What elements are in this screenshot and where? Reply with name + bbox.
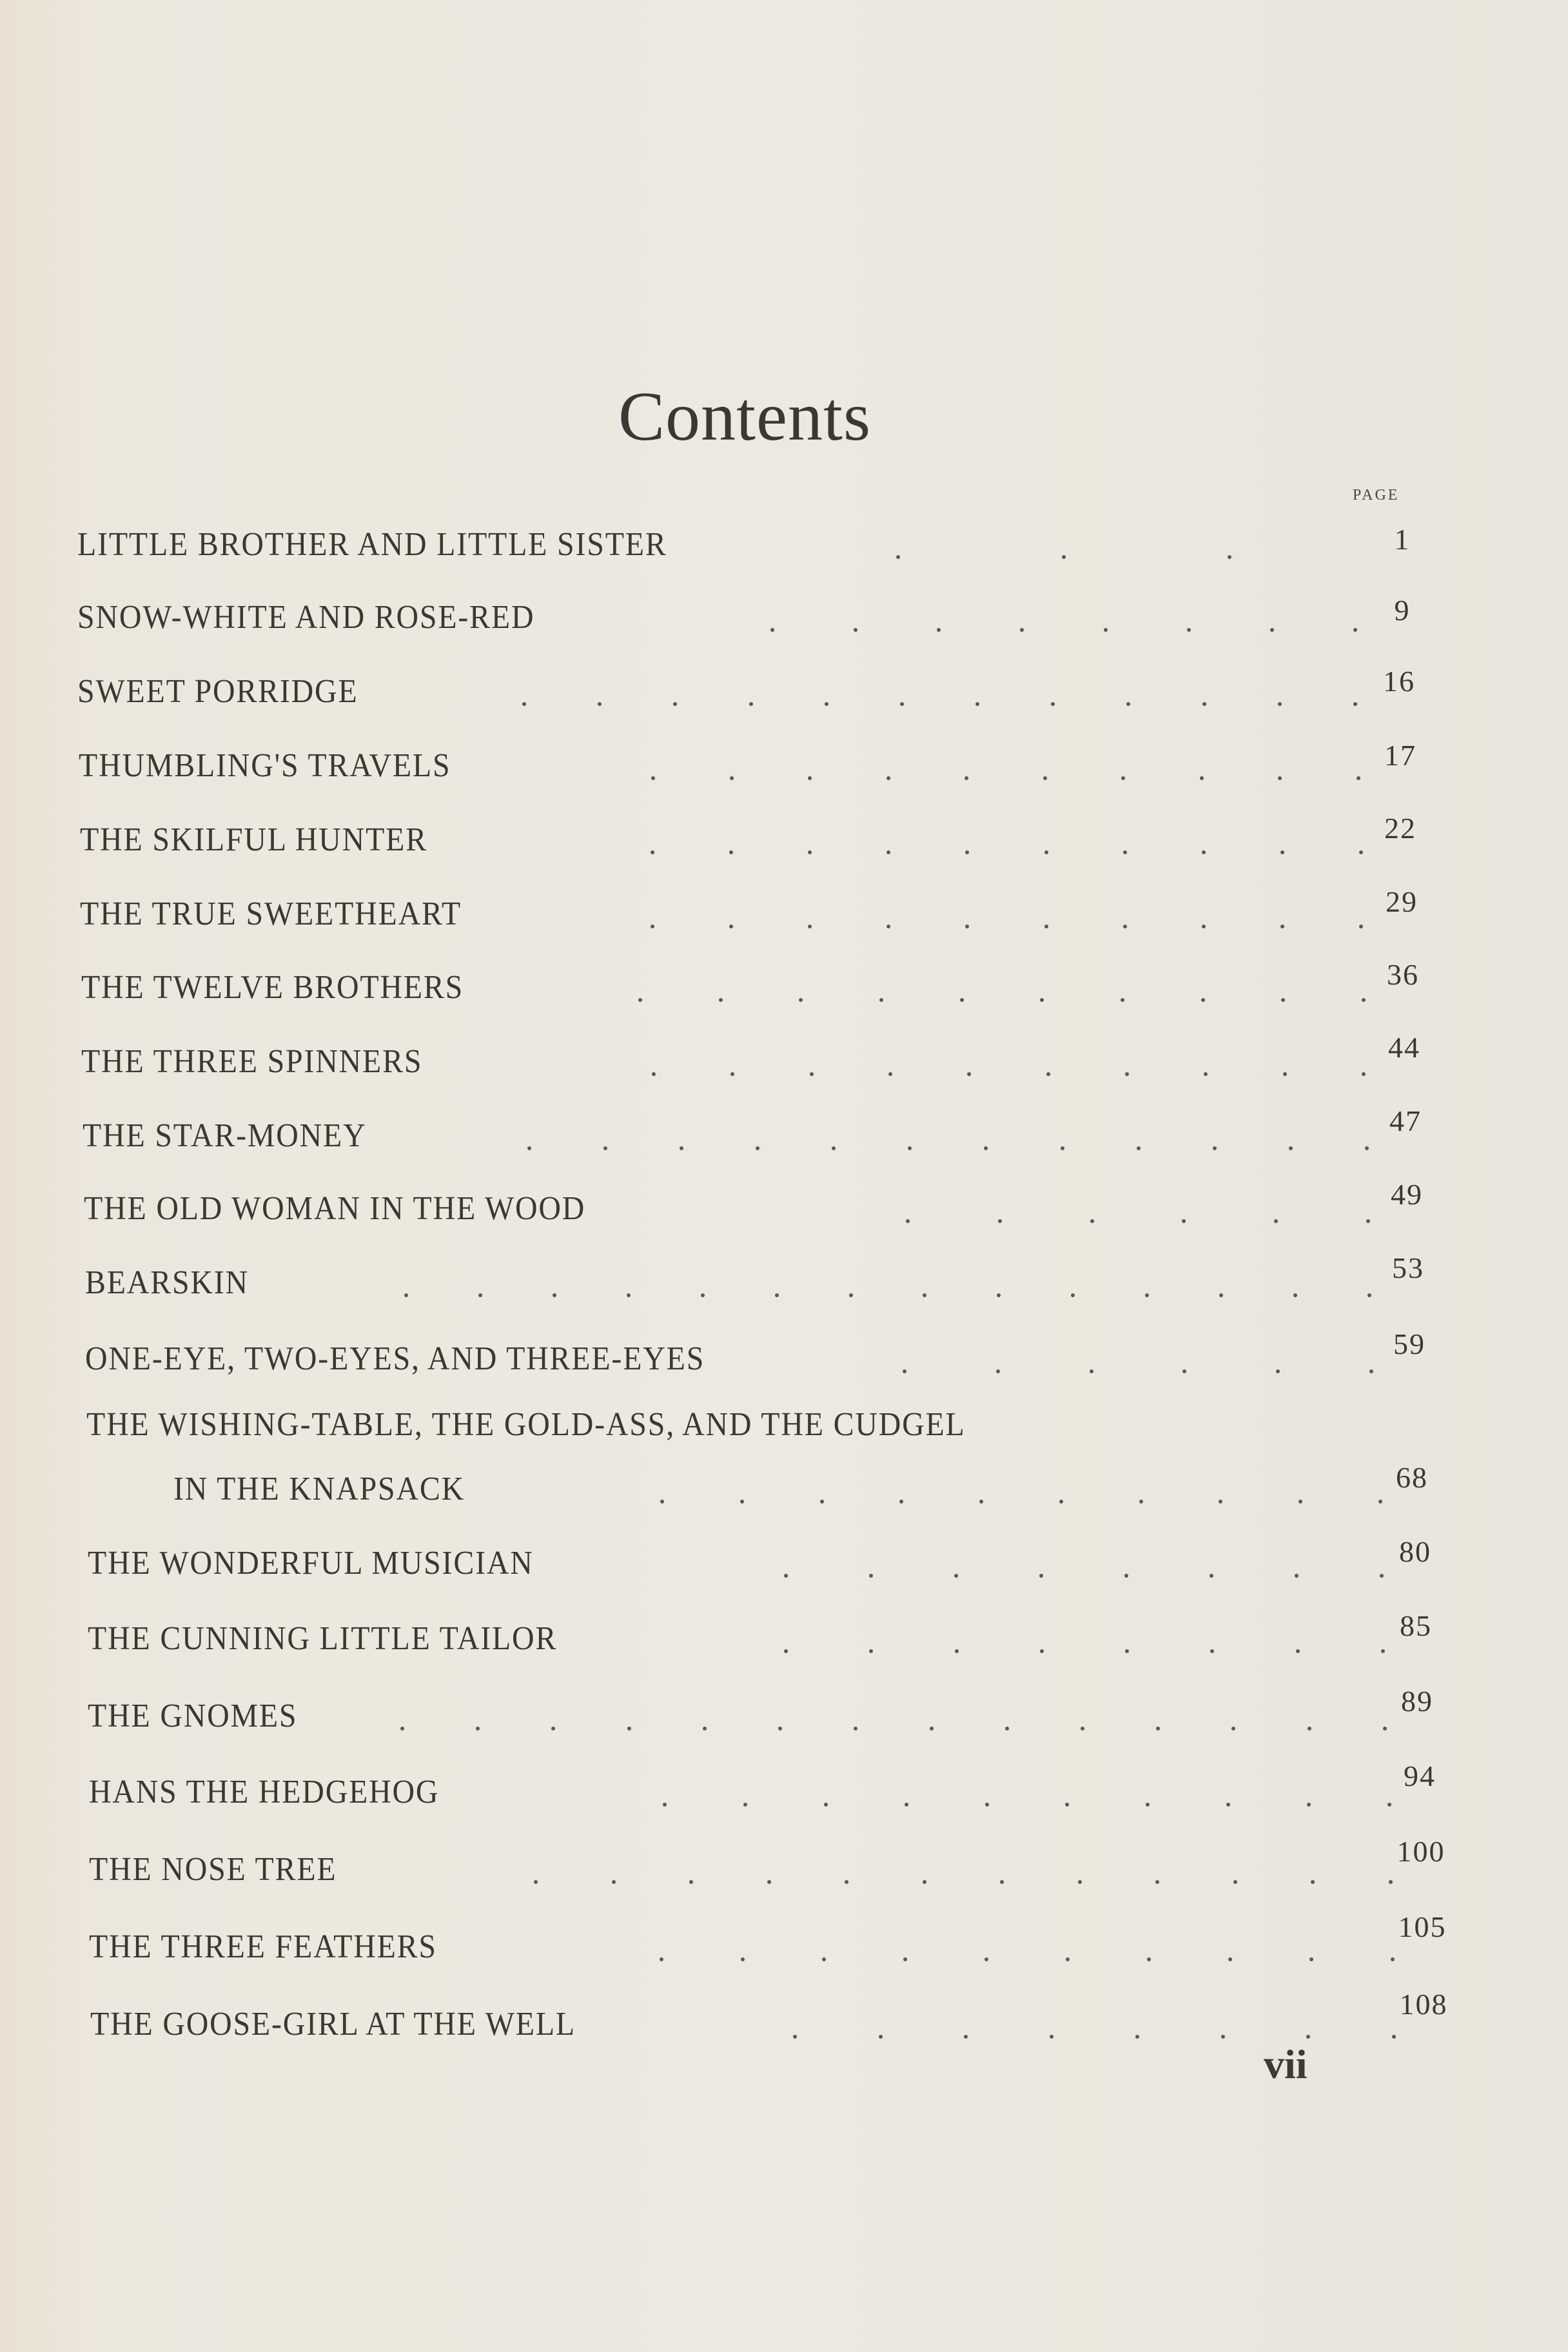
entry-title: THE WISHING-TABLE, THE GOLD-ASS, AND THE CUDGEL (86, 1406, 966, 1443)
entry-title: THE TWELVE BROTHERS (81, 969, 464, 1006)
dot-leaders (400, 1697, 1387, 1736)
entry-page-number: 44 (1388, 1031, 1420, 1064)
entry-title: SWEET PORRIDGE (77, 673, 358, 710)
entry-page-number: 89 (1401, 1685, 1433, 1718)
dot-leaders (896, 525, 1231, 564)
dot-leaders (793, 2005, 1396, 2044)
dot-leaders (906, 1190, 1370, 1228)
entry-page-number: 22 (1384, 812, 1416, 845)
dot-leaders (784, 1620, 1385, 1658)
entry-page-number: 80 (1399, 1535, 1431, 1568)
entry-page-number: 9 (1394, 594, 1411, 627)
entry-title-continuation: IN THE KNAPSACK (173, 1471, 465, 1507)
entry-title: THE CUNNING LITTLE TAILOR (88, 1620, 558, 1657)
entry-title: THE SKILFUL HUNTER (80, 821, 427, 858)
entry-title: BEARSKIN (85, 1264, 249, 1301)
dot-leaders (903, 1340, 1373, 1378)
entry-title: SNOW-WHITE AND ROSE-RED (77, 599, 535, 636)
dot-leaders (527, 1117, 1369, 1155)
entry-page-number: 108 (1399, 1988, 1448, 2021)
entry-page-number: 29 (1386, 885, 1418, 918)
entry-page-number: 16 (1383, 665, 1415, 698)
dot-leaders (522, 672, 1357, 711)
dot-leaders (784, 1544, 1384, 1583)
folio-page-number: vii (1264, 2041, 1308, 2087)
dot-leaders (663, 1773, 1391, 1812)
entry-title: THE THREE SPINNERS (81, 1043, 423, 1080)
entry-page-number: 49 (1391, 1178, 1423, 1211)
entry-page-number: 59 (1393, 1328, 1426, 1360)
dot-leaders (404, 1264, 1371, 1302)
entry-title: THE GNOMES (88, 1698, 298, 1734)
entry-page-number: 53 (1392, 1251, 1424, 1284)
dot-leaders (660, 1470, 1382, 1509)
entry-page-number: 47 (1389, 1104, 1422, 1137)
dot-leaders (651, 895, 1363, 934)
entry-title: THE WONDERFUL MUSICIAN (88, 1545, 534, 1582)
entry-title: HANS THE HEDGEHOG (89, 1774, 440, 1810)
entry-page-number: 85 (1400, 1609, 1432, 1642)
entry-page-number: 36 (1387, 958, 1419, 991)
entry-title: LITTLE BROTHER AND LITTLE SISTER (77, 526, 667, 563)
page-column-label: PAGE (1353, 487, 1400, 504)
entry-page-number: 17 (1384, 739, 1416, 772)
dot-leaders (638, 968, 1366, 1007)
entry-page-number: 94 (1404, 1759, 1436, 1792)
dot-leaders (651, 821, 1363, 859)
dot-leaders (534, 1850, 1393, 1889)
entry-title: THUMBLING'S TRAVELS (79, 747, 451, 784)
dot-leaders (652, 1043, 1366, 1081)
entry-title: THE TRUE SWEETHEART (80, 896, 462, 932)
dot-leaders (770, 598, 1357, 637)
entry-title: THE NOSE TREE (89, 1851, 337, 1888)
entry-title: ONE-EYE, TWO-EYES, AND THREE-EYES (85, 1340, 705, 1377)
dot-leaders (660, 1928, 1395, 1966)
entry-title: THE STAR-MONEY (83, 1117, 367, 1154)
entry-title: THE OLD WOMAN IN THE WOOD (84, 1190, 586, 1227)
entry-page-number: 105 (1398, 1910, 1447, 1943)
entry-title: THE THREE FEATHERS (89, 1928, 437, 1965)
entry-title: THE GOOSE-GIRL AT THE WELL (90, 2006, 576, 2043)
page-title: Contents (618, 378, 871, 455)
entry-page-number: 68 (1396, 1461, 1428, 1494)
dot-leaders (651, 747, 1360, 785)
entry-page-number: 100 (1396, 1835, 1446, 1868)
entry-page-number: 1 (1394, 523, 1411, 556)
